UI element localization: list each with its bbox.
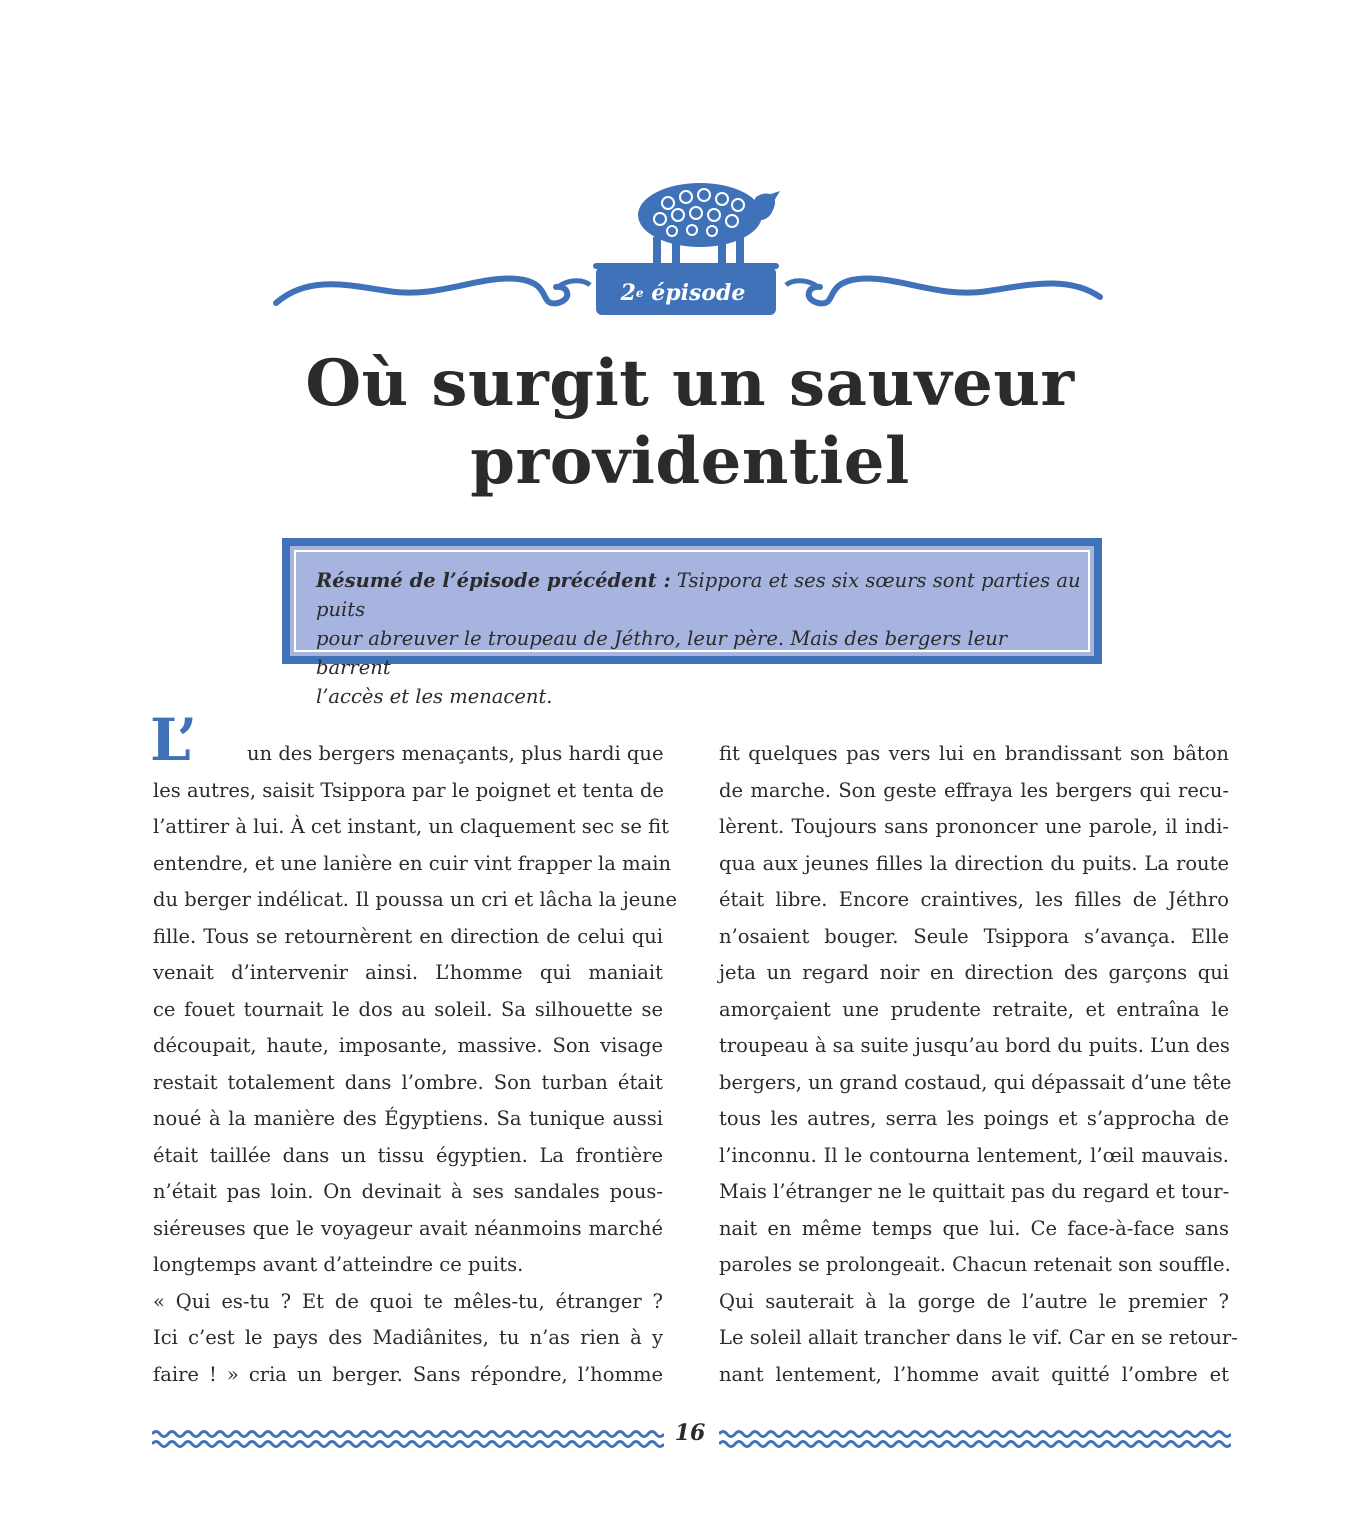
text-line: du berger indélicat. Il poussa un cri et lâcha la jeune: [153, 888, 677, 911]
text-line: jeta un regard noir en direction des garçons qui: [719, 961, 1229, 984]
scroll-left: [276, 279, 567, 304]
drop-cap: L’: [150, 706, 198, 774]
page-title: [150, 345, 1230, 501]
text-line: restait totalement dans l’ombre. Son turban était: [153, 1070, 663, 1094]
summary-line-1: Tsippora et ses six sœurs sont parties au puits: [316, 569, 1081, 621]
text-line: l’attirer à lui. À cet instant, un claquement sec se fit: [153, 815, 669, 838]
episode-suffix: e: [635, 286, 644, 300]
text-line: découpait, haute, imposante, massive. Son visage: [153, 1034, 663, 1057]
text-line: nant lentement, l’homme avait quitté l’ombre et: [719, 1362, 1229, 1386]
episode-number: 2: [620, 280, 636, 306]
text-line: Le soleil allait trancher dans le vif. Car en se retour-: [719, 1326, 1238, 1349]
text-line: Ici c’est le pays des Madiânites, tu n’as rien à y: [153, 1326, 663, 1349]
text-line: fit quelques pas vers lui en brandissant son bâton: [719, 742, 1229, 765]
text-line: n’osaient bouger. Seule Tsippora s’avança. Elle: [719, 924, 1229, 948]
text-line: qua aux jeunes filles la direction du puits. La route: [719, 851, 1229, 875]
text-line: Mais l’étranger ne le quittait pas du regard et tour-: [719, 1180, 1230, 1203]
title-line-2: providentiel: [470, 424, 910, 499]
text-line: ce fouet tournait le dos au soleil. Sa silhouette se: [153, 997, 663, 1021]
text-line: amorçaient une prudente retraite, et entraîna le: [719, 997, 1229, 1021]
text-line: paroles se prolongeait. Chacun retenait son souffle.: [719, 1253, 1231, 1276]
summary-line-2: pour abreuver le troupeau de Jéthro, leur père. Mais des bergers leur barrent: [316, 627, 1008, 679]
text-line: les autres, saisit Tsippora par le poignet et tenta de: [153, 778, 664, 802]
footer-wave-left: [152, 1425, 664, 1451]
sheep-icon: [638, 183, 780, 267]
text-line: était libre. Encore craintives, les filles de Jéthro: [719, 888, 1229, 911]
text-line: bergers, un grand costaud, qui dépassait d’une tête: [719, 1070, 1232, 1094]
text-line: siéreuses que le voyageur avait néanmoins marché: [153, 1216, 663, 1240]
text-line: faire ! » cria un berger. Sans répondre, l’homme: [153, 1362, 663, 1386]
episode-word: épisode: [651, 280, 746, 306]
text-line: de marche. Son geste effraya les bergers qui recu-: [719, 778, 1229, 802]
text-line: noué à la manière des Égyptiens. Sa tunique aussi: [153, 1107, 663, 1130]
text-line: entendre, et une lanière en cuir vint frapper la main: [153, 851, 672, 875]
footer-wave-right: [719, 1425, 1231, 1451]
text-line: fille. Tous se retournèrent en direction de celui qui: [153, 924, 663, 948]
text-line: venait d’intervenir ainsi. L’homme qui maniait: [153, 961, 663, 984]
text-line: Qui sauterait à la gorge de l’autre le premier ?: [719, 1289, 1229, 1313]
column-right: [719, 736, 1238, 1393]
page-number: 16: [674, 1420, 706, 1446]
text-line: nait en même temps que lui. Ce face-à-face sans: [719, 1216, 1229, 1240]
text-line: un des bergers menaçants, plus hardi que: [247, 742, 664, 765]
text-line: « Qui es-tu ? Et de quoi te mêles-tu, étranger ?: [153, 1289, 663, 1313]
scroll-right: [809, 279, 1100, 304]
title-line-1: Où surgit un sauveur: [305, 346, 1075, 421]
text-line: longtemps avant d’atteindre ce puits.: [153, 1253, 524, 1276]
summary-text: [316, 566, 1086, 711]
column-left: [153, 736, 677, 1393]
text-line: tous les autres, serra les poings et s’approcha de: [719, 1107, 1229, 1130]
text-line: n’était pas loin. On devinait à ses sandales pous-: [153, 1180, 663, 1203]
summary-box: [282, 538, 1102, 708]
text-line: lèrent. Toujours sans prononcer une parole, il indi-: [719, 815, 1229, 838]
text-line: l’inconnu. Il le contourna lentement, l’œil mauvais.: [719, 1143, 1229, 1167]
summary-label: Résumé de l’épisode précédent :: [316, 569, 671, 592]
text-line: troupeau à sa suite jusqu’au bord du puits. L’un des: [719, 1034, 1230, 1057]
summary-line-3: l’accès et les menacent.: [316, 685, 553, 708]
text-line: était taillée dans un tissu égyptien. La frontière: [153, 1143, 663, 1167]
episode-label: [598, 270, 768, 316]
